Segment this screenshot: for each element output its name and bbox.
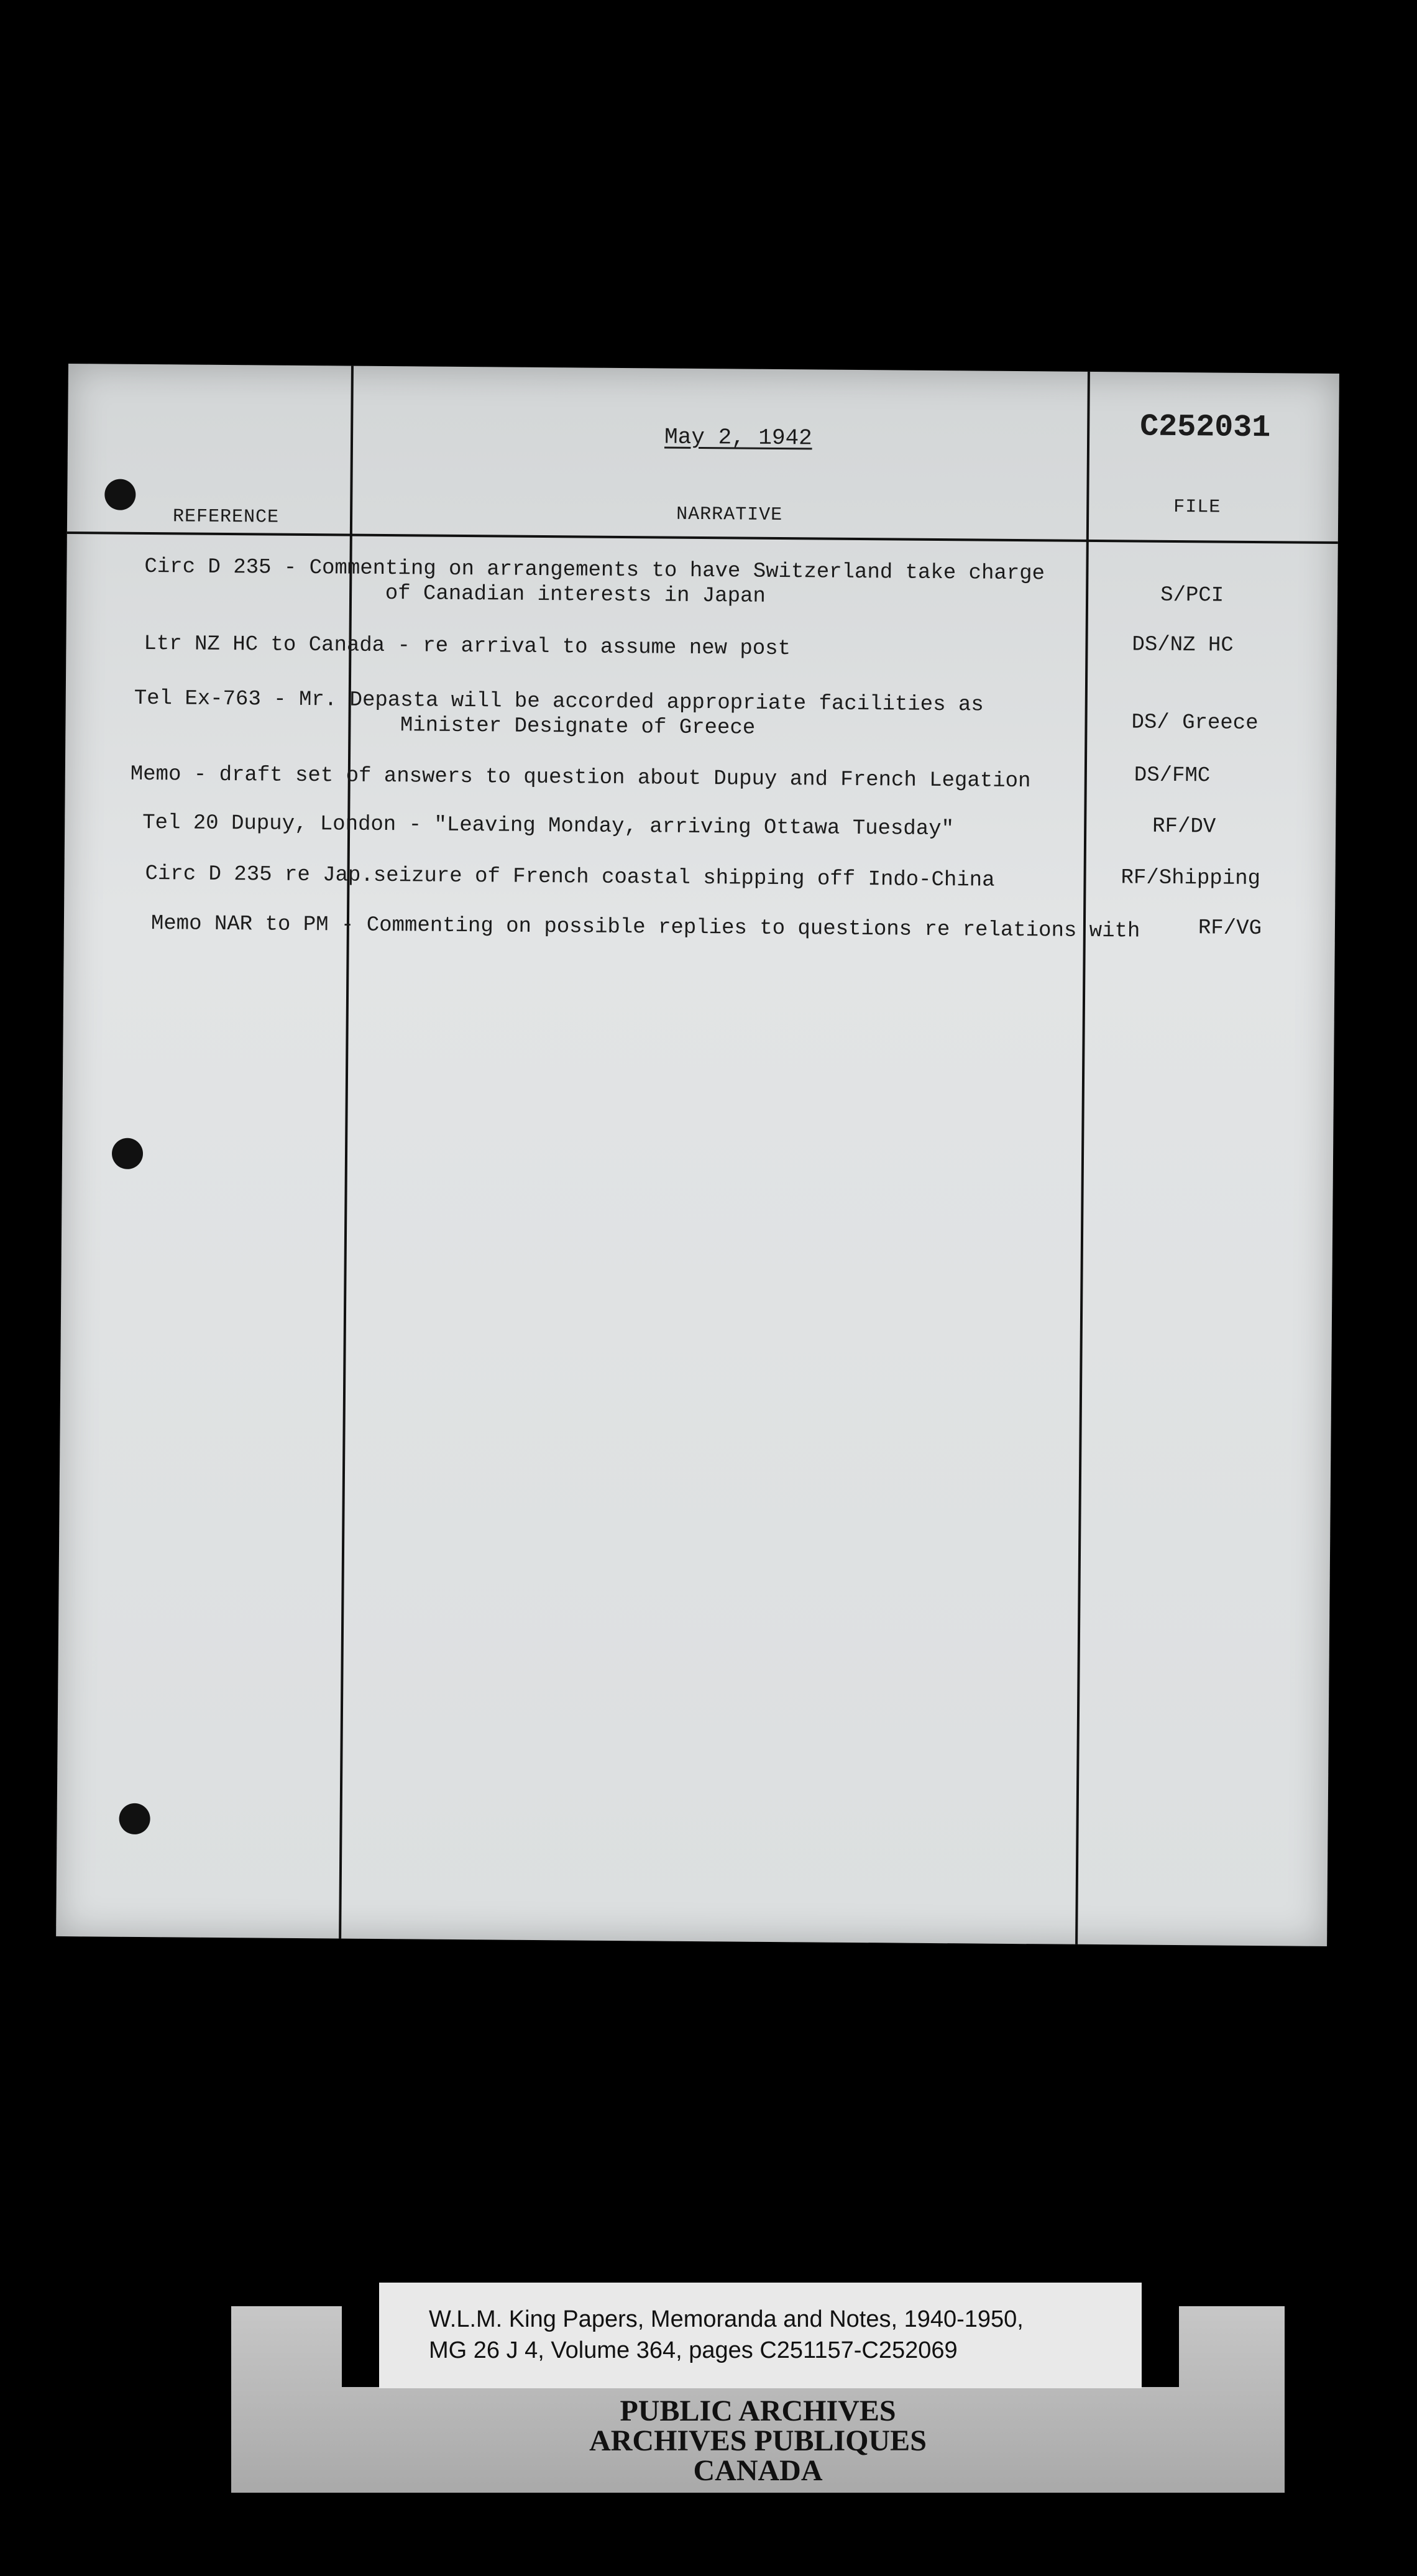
stamp-tab-left bbox=[342, 2306, 379, 2387]
entry-1-file: S/PCI bbox=[1160, 583, 1224, 608]
entry-2-text: Ltr NZ HC to Canada - re arrival to assume new post bbox=[144, 632, 791, 661]
punch-hole-top bbox=[104, 479, 135, 510]
column-divider-right bbox=[1075, 372, 1090, 1944]
entry-3-file: DS/ Greece bbox=[1131, 711, 1259, 736]
caption-line-2: MG 26 J 4, Volume 364, pages C251157-C252069 bbox=[429, 2337, 958, 2363]
entry-6-text: Circ D 235 re Jap.seizure of French coastal shipping off Indo-China bbox=[145, 862, 995, 893]
entry-3-text: Tel Ex-763 - Mr. Depasta will be accorded appropriate facilities as Minister Designate of Greece bbox=[134, 686, 984, 740]
stamp-title-line-3: CANADA bbox=[693, 2454, 823, 2487]
entry-4-text: Memo - draft set of answers to question about Dupuy and French Legation bbox=[130, 762, 1031, 794]
entry-1-text: Circ D 235 - Commenting on arrangements to have Switzerland take charge of Canadian interests in Japan bbox=[144, 554, 1045, 609]
column-header-reference: REFERENCE bbox=[172, 506, 280, 528]
punch-hole-bottom bbox=[119, 1803, 150, 1834]
entry-5-file: RF/DV bbox=[1152, 814, 1216, 839]
punch-hole-middle bbox=[112, 1138, 143, 1169]
caption-line-1: W.L.M. King Papers, Memoranda and Notes, 1940-1950, bbox=[429, 2306, 1024, 2332]
archive-stamp bbox=[231, 2306, 1285, 2493]
entry-5-text: Tel 20 Dupuy, London - "Leaving Monday, arriving Ottawa Tuesday" bbox=[142, 811, 955, 842]
entry-7-file: RF/VG bbox=[1198, 916, 1262, 941]
header-rule bbox=[67, 531, 1338, 544]
column-header-narrative: NARRATIVE bbox=[676, 504, 783, 527]
stamp-tab-right bbox=[1142, 2306, 1179, 2387]
document-sheet bbox=[56, 364, 1339, 1946]
entry-2-file: DS/NZ HC bbox=[1132, 633, 1234, 658]
entry-6-file: RF/Shipping bbox=[1121, 866, 1261, 891]
document-number: C252031 bbox=[1140, 409, 1271, 446]
entry-7-text: Memo NAR to PM - Commenting on possible replies to questions re relations with bbox=[150, 912, 1140, 944]
stamp-title-line-2: ARCHIVES PUBLIQUES bbox=[589, 2424, 927, 2457]
stamp-title-line-1: PUBLIC ARCHIVES bbox=[620, 2394, 896, 2427]
archive-caption bbox=[379, 2283, 1142, 2388]
column-header-file: FILE bbox=[1173, 496, 1221, 518]
entry-4-file: DS/FMC bbox=[1134, 763, 1211, 788]
document-date: May 2, 1942 bbox=[664, 424, 812, 451]
